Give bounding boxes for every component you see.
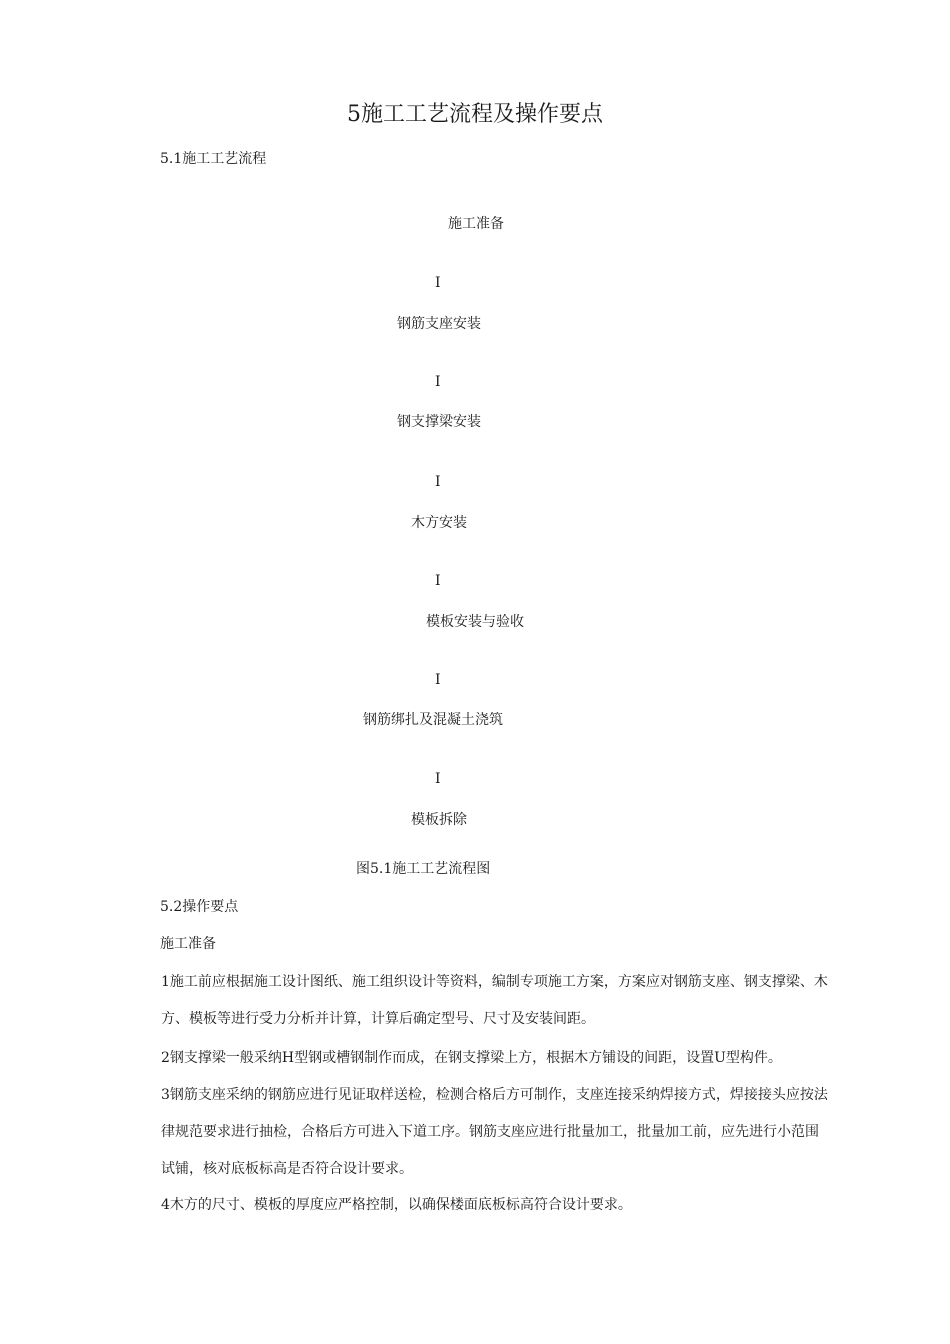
flow-arrow: I: [435, 474, 441, 490]
subheading-preparation: 施工准备: [160, 936, 216, 952]
flow-arrow: I: [435, 374, 441, 390]
page-title: 5施工工艺流程及操作要点: [347, 102, 603, 127]
flow-arrow: I: [435, 275, 441, 291]
flow-step-steel-beam: 钢支撑梁安装: [397, 414, 481, 430]
section-heading-5-2: 5.2操作要点: [160, 899, 239, 915]
flow-step-rebar-support: 钢筋支座安装: [397, 316, 481, 332]
flow-arrow: I: [435, 771, 441, 787]
section-heading-5-1: 5.1施工工艺流程: [160, 151, 267, 167]
paragraph-4: 4木方的尺寸、模板的厚度应严格控制，以确保楼面底板标高符合设计要求。: [161, 1197, 632, 1213]
flow-step-preparation: 施工准备: [448, 216, 504, 232]
flow-step-rebar-concrete: 钢筋绑扎及混凝土浇筑: [363, 712, 503, 728]
figure-caption: 图5.1施工工艺流程图: [356, 861, 491, 877]
flow-arrow: I: [435, 672, 441, 688]
flow-arrow: I: [435, 573, 441, 589]
paragraph-2: 2钢支撑梁一般采纳H型钢或槽钢制作而成，在钢支撑梁上方，根据木方铺设的间距，设置U型构件。: [161, 1050, 782, 1066]
flow-step-formwork-install: 模板安装与验收: [426, 614, 524, 630]
flow-step-timber: 木方安装: [411, 515, 467, 531]
flow-step-formwork-removal: 模板拆除: [411, 812, 467, 828]
paragraph-1: 1施工前应根据施工设计图纸、施工组织设计等资料，编制专项施工方案，方案应对钢筋支座、钢支撑梁、木方、模板等进行受力分析并计算，计算后确定型号、尺寸及安装间距。: [161, 974, 828, 1027]
paragraph-3: 3钢筋支座采纳的钢筋应进行见证取样送检，检测合格后方可制作，支座连接采纳焊接方式，焊接接头应按法律规范要求进行抽检，合格后方可进入下道工序。钢筋支座应进行批量加工，批量加工前，应先进行小范围试铺，核对底板标高是否符合设计要求。: [161, 1087, 828, 1177]
